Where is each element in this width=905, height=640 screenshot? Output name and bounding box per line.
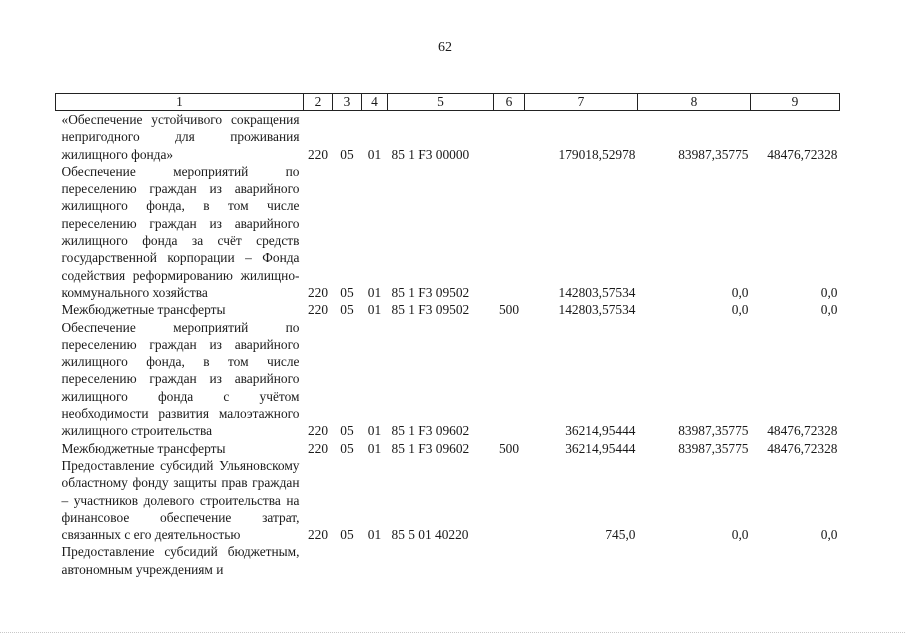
amount-year2: 0,0 — [731, 302, 749, 318]
table-row — [56, 111, 840, 163]
amount-year2: 83987,35775 — [678, 146, 749, 162]
row-name: Межбюджетные трансферты — [61, 302, 226, 318]
amount-year1: 36214,95444 — [565, 423, 636, 439]
amount-year1: 36214,95444 — [565, 440, 636, 456]
target-article-code: 85 1 F3 09502 — [391, 284, 470, 300]
row-name: Обеспечение мероприятий по переселению граждан из аварийного жилищного фонда, в том числе переселению граждан из аварийного жилищного фонда за счёт средств государственной корпорации – Фонда содействия реформированию жилищно-коммунального хозяйства — [61, 163, 300, 300]
ministry-code: 220 — [307, 527, 329, 543]
section-code — [333, 543, 362, 578]
table-header-row — [56, 94, 840, 111]
amount-year3: 48476,72328 — [767, 146, 838, 162]
section-code: 05 — [340, 146, 354, 162]
amount-year2: 0,0 — [731, 527, 749, 543]
row-name: Обеспечение мероприятий по переселению граждан из аварийного жилищного фонда, в том числе переселению граждан из аварийного жилищного фонда с учётом необходимости развития малоэтажного жилищного строительства — [61, 319, 300, 439]
subsection-code: 01 — [367, 302, 382, 318]
subsection-code — [362, 543, 388, 578]
amount-year1: 745,0 — [605, 527, 636, 543]
subsection-code: 01 — [367, 440, 382, 456]
amount-year3: 48476,72328 — [767, 423, 838, 439]
table-row — [56, 543, 840, 578]
section-code: 05 — [340, 527, 354, 543]
ministry-code — [304, 543, 333, 578]
amount-year1 — [525, 543, 638, 578]
target-article-code: 85 5 01 40220 — [391, 527, 469, 543]
subsection-code: 01 — [367, 423, 382, 439]
ministry-code: 220 — [307, 284, 329, 300]
row-name: Предоставление субсидий бюджетным, автономным учреждениям и — [61, 544, 300, 577]
ministry-code: 220 — [307, 146, 329, 162]
table-row — [56, 163, 840, 301]
column-header: 9 — [751, 94, 840, 111]
expense-type-code: 500 — [498, 302, 520, 318]
expense-type-code — [494, 163, 525, 301]
amount-year3 — [751, 543, 840, 578]
amount-year2: 0,0 — [731, 284, 749, 300]
table-row — [56, 457, 840, 543]
amount-year3: 0,0 — [820, 527, 838, 543]
column-header: 2 — [304, 94, 333, 111]
amount-year3: 48476,72328 — [767, 440, 838, 456]
amount-year1: 142803,57534 — [558, 284, 636, 300]
table-row — [56, 440, 840, 457]
column-header: 5 — [388, 94, 494, 111]
section-code: 05 — [340, 284, 354, 300]
column-header: 3 — [333, 94, 362, 111]
column-header: 6 — [494, 94, 525, 111]
expense-type-code: 500 — [498, 440, 520, 456]
target-article-code: 85 1 F3 00000 — [391, 146, 470, 162]
subsection-code: 01 — [367, 284, 382, 300]
subsection-code: 01 — [367, 146, 382, 162]
column-header: 7 — [525, 94, 638, 111]
table-row — [56, 301, 840, 318]
amount-year1: 142803,57534 — [558, 302, 636, 318]
subsection-code: 01 — [367, 527, 382, 543]
row-name: «Обеспечение устойчивого сокращения непригодного для проживания жилищного фонда» — [61, 112, 300, 162]
table-row — [56, 319, 840, 440]
expense-type-code — [494, 457, 525, 543]
column-header: 1 — [56, 94, 304, 111]
ministry-code: 220 — [307, 302, 329, 318]
expense-type-code — [494, 543, 525, 578]
section-code: 05 — [340, 440, 354, 456]
expense-type-code — [494, 319, 525, 440]
section-code: 05 — [340, 423, 354, 439]
row-name: Предоставление субсидий Ульяновскому областному фонду защиты прав граждан – участников долевого строительства на финансовое обеспечение затрат, связанных с его деятельностью — [61, 457, 300, 543]
row-name: Межбюджетные трансферты — [61, 440, 226, 456]
target-article-code: 85 1 F3 09602 — [391, 440, 470, 456]
column-header: 4 — [362, 94, 388, 111]
target-article-code: 85 1 F3 09502 — [391, 302, 470, 318]
amount-year1: 179018,52978 — [558, 146, 636, 162]
target-article-code: 85 1 F3 09602 — [391, 423, 470, 439]
ministry-code: 220 — [307, 440, 329, 456]
section-code: 05 — [340, 302, 354, 318]
amount-year2: 83987,35775 — [678, 423, 749, 439]
target-article-code — [388, 543, 494, 578]
page-bottom-rule — [0, 632, 905, 633]
amount-year3: 0,0 — [820, 284, 838, 300]
amount-year3: 0,0 — [820, 302, 838, 318]
expense-type-code — [494, 111, 525, 163]
page-number: 62 — [438, 40, 452, 55]
amount-year2: 83987,35775 — [678, 440, 749, 456]
ministry-code: 220 — [307, 423, 329, 439]
budget-table — [55, 93, 840, 578]
amount-year2 — [638, 543, 751, 578]
column-header: 8 — [638, 94, 751, 111]
